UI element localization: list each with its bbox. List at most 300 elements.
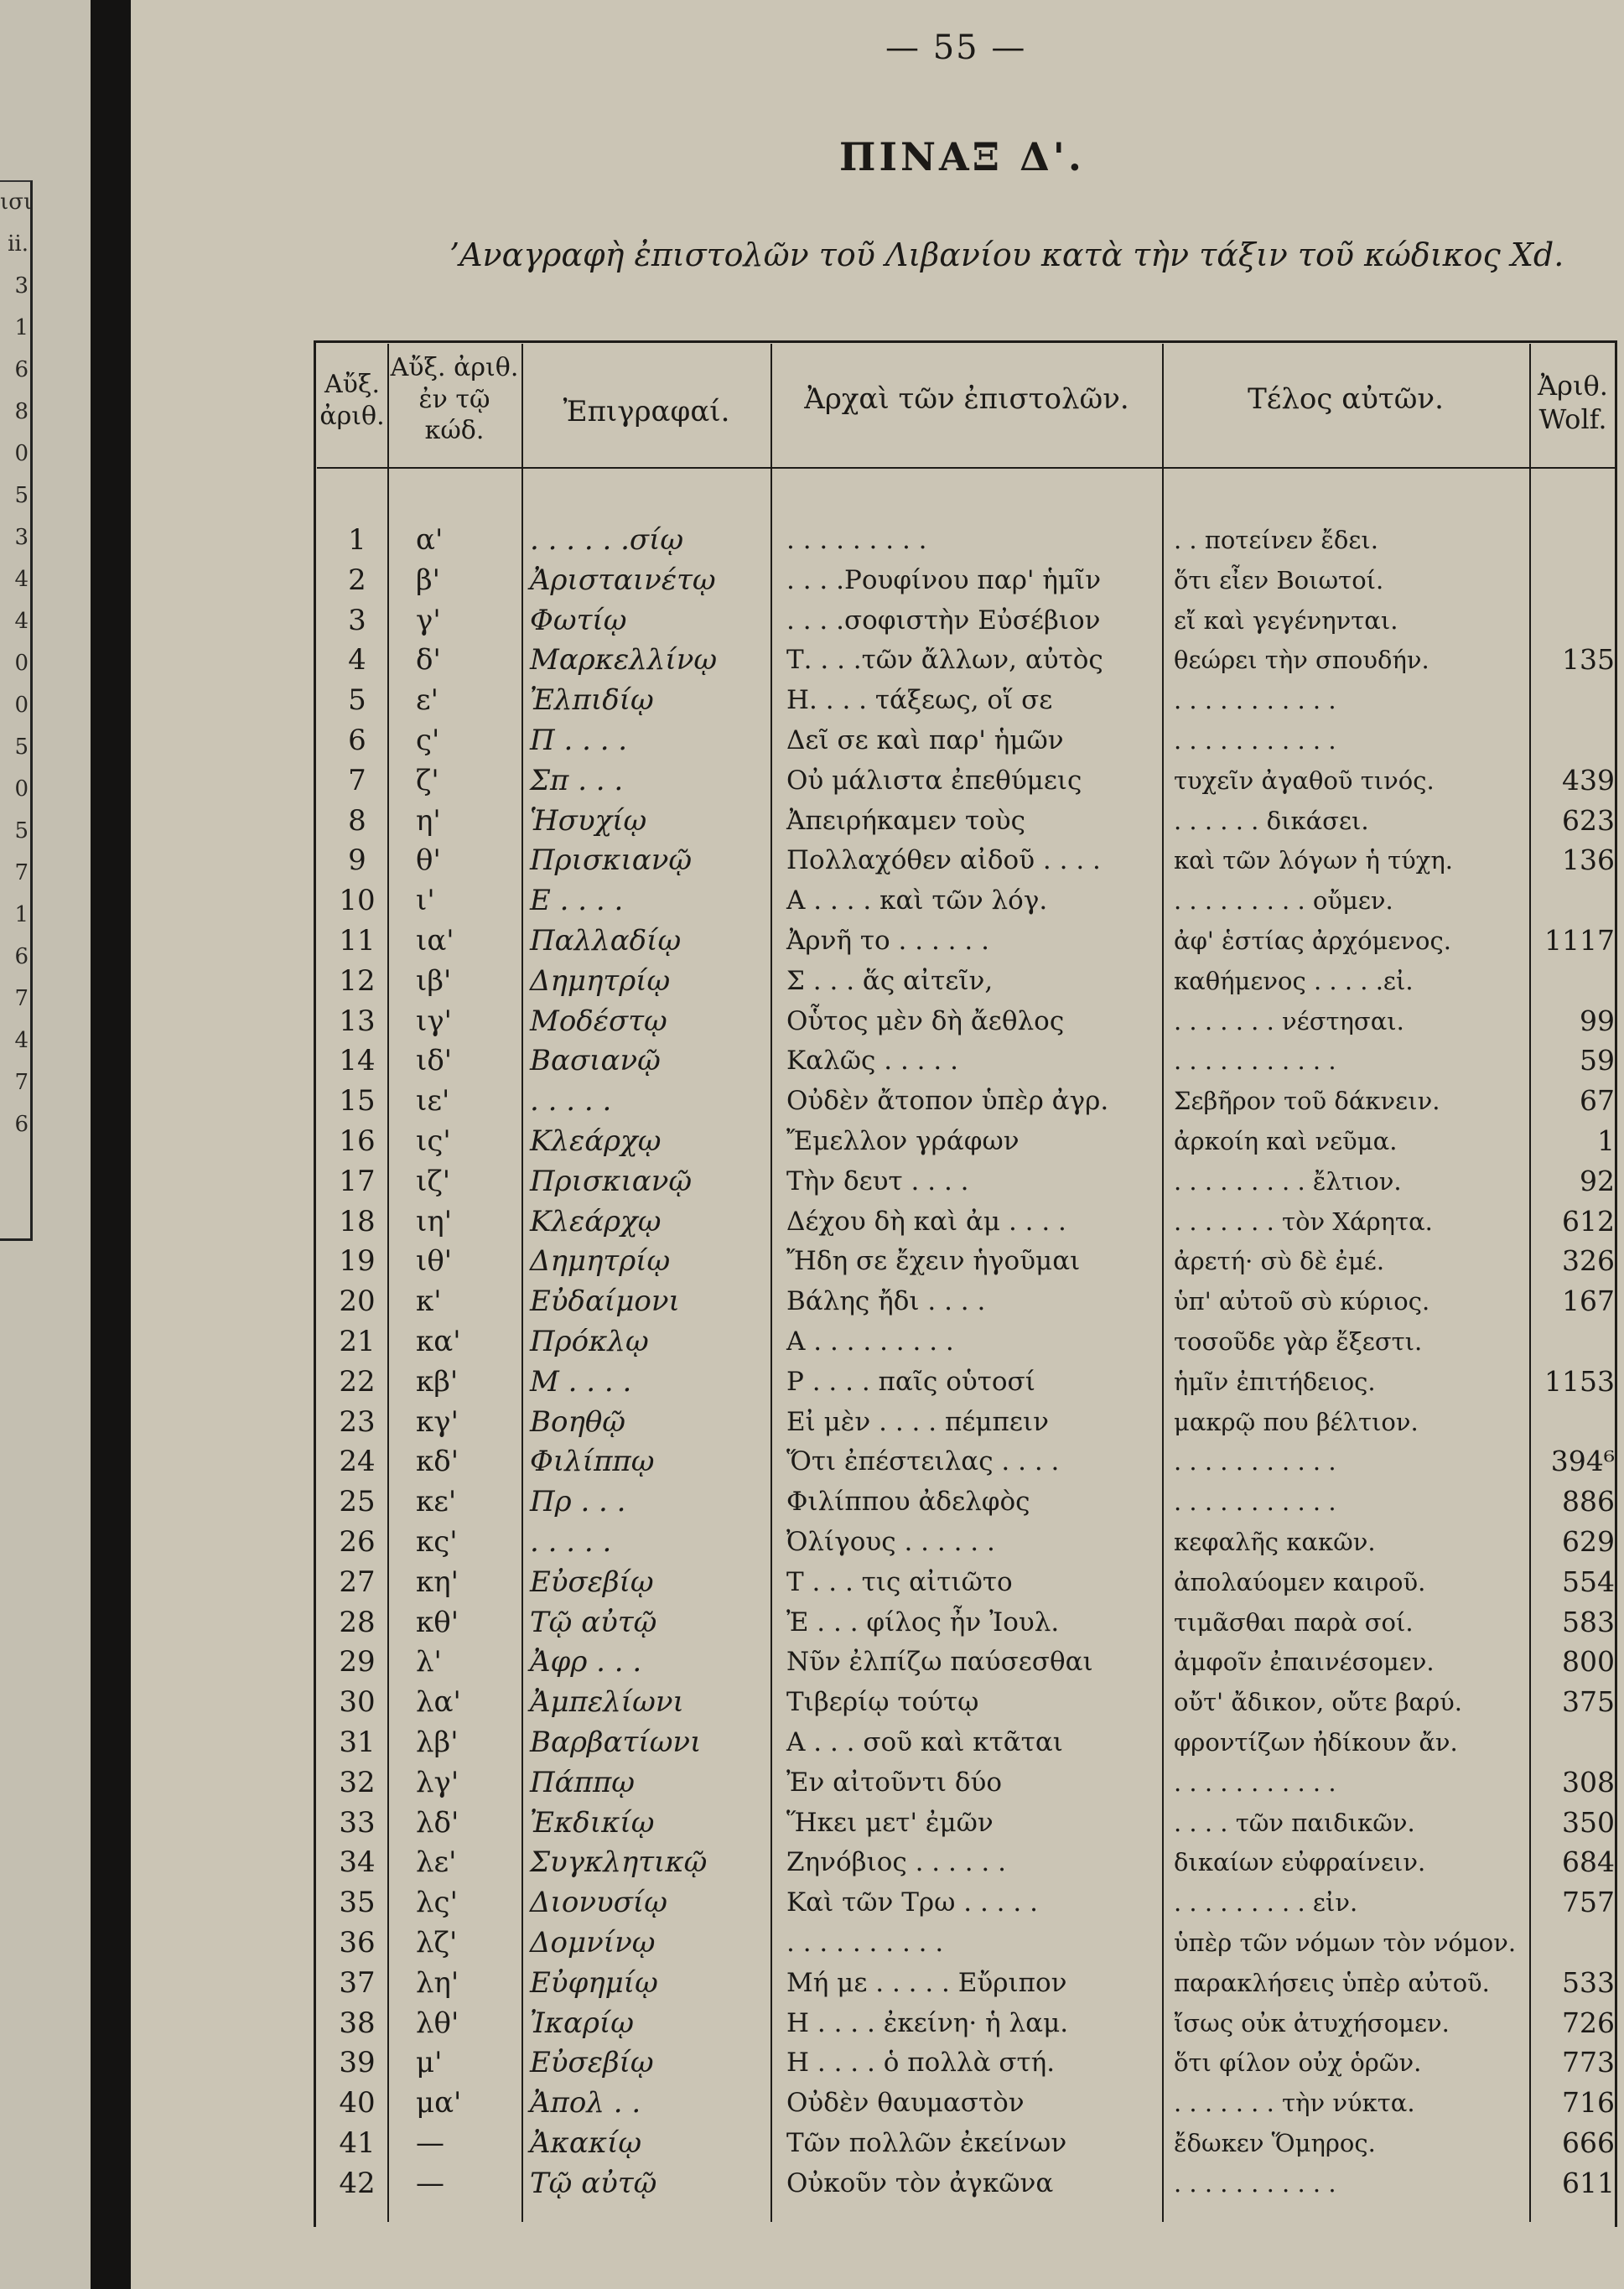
row-number: 5 <box>348 683 366 718</box>
beginning-cell: Καὶ τῶν Τρω . . . . . <box>786 1887 1038 1918</box>
row-number: 39 <box>339 2046 376 2080</box>
codex-number: λγ' <box>416 1765 459 1799</box>
beginning-cell: Α . . . . . . . . . <box>786 1326 954 1357</box>
codex-number: ιε' <box>416 1084 450 1119</box>
title-cell: Πάππῳ <box>530 1765 636 1799</box>
table-row <box>317 560 1616 600</box>
table-row <box>317 880 1616 921</box>
title-cell: Τῷ αὐτῷ <box>530 1605 657 1639</box>
beginning-cell: Οὗτος μὲν δὴ ἄεθλος <box>786 1005 1065 1036</box>
row-number: 17 <box>339 1164 376 1198</box>
beginning-cell: Ζηνόβιος . . . . . . <box>786 1847 1006 1878</box>
previous-page-fragment: 5 <box>14 483 29 508</box>
table-row <box>317 720 1616 760</box>
row-number: 16 <box>339 1124 376 1158</box>
table-row <box>317 1923 1616 1963</box>
beginning-cell: Δεῖ σε καὶ παρ' ἡμῶν <box>786 725 1064 755</box>
codex-number: η' <box>416 803 441 838</box>
wolf-number-cell: 554 <box>1562 1565 1615 1598</box>
previous-page-fragment: 5 <box>14 818 29 843</box>
previous-page-fragment: 7 <box>14 986 29 1011</box>
wolf-number-cell: 67 <box>1580 1084 1615 1118</box>
beginning-cell: Ὅτι ἐπέστειλας . . . . <box>786 1446 1060 1477</box>
previous-page-fragment: 7 <box>14 1070 29 1095</box>
row-number: 3 <box>348 603 366 637</box>
row-number: 23 <box>339 1404 376 1439</box>
table-row <box>317 1202 1616 1242</box>
previous-page-edge <box>0 0 91 2289</box>
ending-cell: εἴ καὶ γεγένηνται. <box>1174 605 1398 635</box>
codex-number: λς' <box>416 1886 458 1920</box>
row-number: 28 <box>339 1605 376 1639</box>
previous-page-fragment: 1 <box>14 315 29 340</box>
codex-number: λα' <box>416 1685 461 1720</box>
ending-cell: ἔδωκεν Ὅμηρος. <box>1174 2129 1376 2157</box>
codex-number: κδ' <box>416 1445 459 1479</box>
ending-cell: . . ποτείνεν ἔδει. <box>1174 526 1378 554</box>
ending-cell: . . . . τῶν παιδικῶν. <box>1174 1808 1415 1837</box>
beginning-cell: Φιλίππου ἀδελφὸς <box>786 1487 1030 1518</box>
codex-number: ε' <box>416 683 438 718</box>
codex-number: α' <box>416 523 444 557</box>
beginning-cell: Ἔμελλον γράφων <box>786 1126 1020 1156</box>
codex-number: ι' <box>416 884 435 918</box>
beginning-cell: Οὐδὲν θαυμαστὸν <box>786 2088 1025 2119</box>
title-cell: Φιλίππῳ <box>530 1445 655 1479</box>
table-row <box>317 520 1616 560</box>
table-row <box>317 1281 1616 1321</box>
wolf-number-cell: 611 <box>1562 2166 1615 2199</box>
title-cell: . . . . . <box>530 1525 612 1559</box>
previous-page-fragment: 3 <box>14 525 29 550</box>
title-cell: Εὐφημίῳ <box>530 1965 658 2000</box>
ending-cell: . . . . . . . . . ἔλτιον. <box>1174 1166 1402 1196</box>
row-number: 6 <box>348 724 366 757</box>
codex-number: μ' <box>416 2046 443 2080</box>
ending-cell: ἡμῖν ἐπιτήδειος. <box>1174 1367 1376 1396</box>
table-top-rule <box>314 340 1617 343</box>
title-cell: Φωτίῳ <box>530 603 627 637</box>
title-cell: Κλεάρχῳ <box>530 1124 662 1158</box>
ending-cell: ὑπὲρ τῶν νόμων τὸν νόμον. <box>1174 1928 1517 1957</box>
row-number: 18 <box>339 1204 376 1238</box>
ending-cell: τοσοῦδε γὰρ ἔξεστι. <box>1174 1327 1423 1356</box>
table-row <box>317 1321 1616 1362</box>
codex-number: ζ' <box>416 763 439 797</box>
table-caption: ’Αναγραφὴ ἐπιστολῶν τοῦ Λιβανίου κατὰ τὴν τάξιν τοῦ κώδικος Xd. <box>449 236 1564 273</box>
title-cell: Πρ . . . <box>530 1485 626 1519</box>
previous-page-fragment: 0 <box>14 776 29 802</box>
table-row <box>317 600 1616 641</box>
ending-cell: . . . . . . . τὸν Χάρητα. <box>1174 1207 1433 1236</box>
table-row <box>317 1602 1616 1643</box>
row-number: 35 <box>339 1886 376 1920</box>
title-cell: Πρισκιανῷ <box>530 843 693 878</box>
beginning-cell: Α . . . . καὶ τῶν λόγ. <box>786 885 1048 916</box>
ending-cell: . . . . . . . . . . . <box>1174 1767 1336 1797</box>
table-row <box>317 1402 1616 1442</box>
beginning-cell: Ἀπειρήκαμεν τοὺς <box>786 805 1026 836</box>
row-number: 1 <box>348 523 366 557</box>
beginning-cell: Πολλαχόθεν αἰδοῦ . . . . <box>786 845 1101 876</box>
table-row <box>317 1121 1616 1161</box>
title-cell: Κλεάρχῳ <box>530 1204 662 1238</box>
table-row <box>317 1081 1616 1121</box>
beginning-cell: Βάλης ἤδι . . . . <box>786 1286 986 1317</box>
table-row <box>317 1682 1616 1722</box>
row-number: 37 <box>339 1965 376 2000</box>
ending-cell: . . . . . . . . . . . <box>1174 1447 1336 1477</box>
previous-page-fragment: 8 <box>14 399 29 424</box>
previous-page-fragment: 3 <box>14 273 29 298</box>
previous-page-fragment: 7 <box>14 860 29 885</box>
wolf-number-cell: 716 <box>1562 2086 1615 2120</box>
previous-page-fragment: 4 <box>14 609 29 634</box>
codex-number: κς' <box>416 1525 458 1559</box>
wolf-number-cell: 629 <box>1562 1525 1615 1558</box>
ending-cell: . . . . . . . . . . . <box>1174 1487 1336 1517</box>
table-row <box>317 1642 1616 1682</box>
ending-cell: . . . . . . . . . . . <box>1174 2168 1336 2198</box>
previous-page-fragment: 6 <box>14 1112 29 1137</box>
beginning-cell: Η. . . . τάξεως, οἵ σε <box>786 685 1053 716</box>
header-wolf-number: Ἀριθ. Wolf. <box>1538 370 1608 435</box>
wolf-number-cell: 59 <box>1580 1044 1615 1077</box>
beginning-cell: Ἤδη σε ἔχειν ἡγοῦμαι <box>786 1246 1081 1277</box>
table-row <box>317 1441 1616 1482</box>
title-cell: Δομνίνῳ <box>530 1926 656 1959</box>
previous-page-fragment: 1 <box>14 902 29 927</box>
title-cell: . . . . . <box>530 1084 612 1119</box>
codex-number: δ' <box>416 643 441 677</box>
codex-number: ιζ' <box>416 1164 451 1198</box>
ending-cell: ἀφ' ἑστίας ἀρχόμενος. <box>1174 926 1451 955</box>
table-row <box>317 921 1616 961</box>
table-row <box>317 1842 1616 1882</box>
title-cell: Μαρκελλίνῳ <box>530 643 718 677</box>
table-title: ΠΙΝΑΞ Δ'. <box>839 134 1085 179</box>
table-row <box>317 760 1616 801</box>
previous-page-fragment: 0 <box>14 693 29 718</box>
title-cell: Ἡσυχίῳ <box>530 803 647 838</box>
codex-number: κγ' <box>416 1404 459 1439</box>
book-binding-shadow <box>91 0 131 2289</box>
wolf-number-cell: 726 <box>1562 2006 1615 2039</box>
ending-cell: ἀμφοῖν ἐπαινέσομεν. <box>1174 1648 1435 1677</box>
title-cell: Τῷ αὐτῷ <box>530 2166 657 2200</box>
previous-page-fragment: 4 <box>14 1028 29 1053</box>
title-cell: Εὐδαίμονι <box>530 1285 680 1319</box>
row-number: 22 <box>339 1364 376 1399</box>
table-row <box>317 1241 1616 1281</box>
beginning-cell: . . . . . . . . . <box>786 525 927 555</box>
wolf-number-cell: 167 <box>1562 1285 1615 1318</box>
ending-cell: . . . . . . . . . οὔμεν. <box>1174 886 1393 916</box>
page <box>131 0 1624 2289</box>
row-number: 33 <box>339 1805 376 1840</box>
title-cell: Ἀφρ . . . <box>530 1645 642 1679</box>
table-row <box>317 961 1616 1001</box>
previous-page-fragment: 6 <box>14 357 29 382</box>
beginning-cell: Ἥκει μετ' ἐμῶν <box>786 1807 994 1838</box>
table-row <box>317 2123 1616 2163</box>
ending-cell: . . . . . . . . . . . <box>1174 726 1336 755</box>
codex-number: β' <box>416 563 441 597</box>
ending-cell: ἀρετή· σὺ δὲ ἐμέ. <box>1174 1247 1385 1276</box>
beginning-cell: . . . . . . . . . . <box>786 1928 944 1958</box>
title-cell: Δημητρίῳ <box>530 963 671 998</box>
beginning-cell: . . . .Ρουφίνου παρ' ἡμῖν <box>786 564 1102 595</box>
title-cell: Ἐλπιδίῳ <box>530 683 654 718</box>
codex-number: ιγ' <box>416 1004 452 1038</box>
table-row <box>317 1722 1616 1762</box>
row-number: 7 <box>348 763 366 797</box>
beginning-cell: Ρ . . . . παῖς οὑτοσί <box>786 1366 1035 1397</box>
wolf-number-cell: 533 <box>1562 1965 1615 1999</box>
title-cell: . . . . . .σίῳ <box>530 523 684 557</box>
title-cell: Ἀμπελίωνι <box>530 1685 684 1720</box>
beginning-cell: . . . .σοφιστὴν Εὐσέβιον <box>786 605 1101 636</box>
beginning-cell: Νῦν ἐλπίζω παύσεσθαι <box>786 1647 1093 1678</box>
ending-cell: Σεβῆρον τοῦ δάκνειν. <box>1174 1087 1440 1116</box>
codex-number: ια' <box>416 924 454 958</box>
wolf-number-cell: 439 <box>1562 763 1615 797</box>
table-row <box>317 2163 1616 2203</box>
table-row <box>317 2083 1616 2123</box>
codex-number: ιδ' <box>416 1044 453 1078</box>
ending-cell: κεφαλῆς κακῶν. <box>1174 1528 1376 1556</box>
beginning-cell: Α . . . σοῦ καὶ κτᾶται <box>786 1727 1063 1757</box>
beginning-cell: Καλῶς . . . . . <box>786 1046 958 1077</box>
table-row <box>317 1001 1616 1041</box>
ending-cell: καὶ τῶν λόγων ἡ τύχη. <box>1174 846 1453 875</box>
wolf-number-cell: 1117 <box>1544 924 1615 957</box>
previous-page-fragment: ισι <box>0 189 33 215</box>
title-cell: Δημητρίῳ <box>530 1244 671 1279</box>
row-number: 34 <box>339 1845 376 1880</box>
table-row <box>317 2003 1616 2043</box>
row-number: 4 <box>348 643 366 677</box>
title-cell: Εὐσεβίῳ <box>530 1565 654 1599</box>
title-cell: Ἀπολ . . <box>530 2086 641 2120</box>
row-number: 11 <box>339 924 376 958</box>
title-cell: Εὐσεβίῳ <box>530 2046 654 2080</box>
codex-number: κα' <box>416 1325 461 1358</box>
codex-number: ιθ' <box>416 1244 453 1279</box>
row-number: 2 <box>348 563 366 597</box>
beginning-cell: Τὴν δευτ . . . . <box>786 1165 969 1196</box>
title-cell: Παλλαδίῳ <box>530 924 682 958</box>
title-cell: Βοηθῷ <box>530 1404 626 1439</box>
row-number: 9 <box>348 843 366 878</box>
codex-number: — <box>416 2166 444 2200</box>
title-cell: Ἰκαρίῳ <box>530 2006 635 2040</box>
beginning-cell: Ὀλίγους . . . . . . <box>786 1527 995 1557</box>
table-header-rule <box>317 467 1615 469</box>
wolf-number-cell: 1153 <box>1544 1364 1615 1398</box>
codex-number: ιβ' <box>416 963 452 998</box>
ending-cell: . . . . . . δικάσει. <box>1174 806 1369 835</box>
ending-cell: ἴσως οὐκ ἀτυχήσομεν. <box>1174 2008 1450 2037</box>
beginning-cell: Εἰ μὲν . . . . πέμπειν <box>786 1406 1049 1437</box>
codex-number: λη' <box>416 1965 459 2000</box>
ending-cell: φροντίζων ἠδίκουν ἄν. <box>1174 1728 1458 1757</box>
row-number: 19 <box>339 1244 376 1279</box>
codex-number: — <box>416 2126 444 2160</box>
row-number: 40 <box>339 2086 376 2120</box>
ending-cell: δικαίων εὐφραίνειν. <box>1174 1848 1426 1877</box>
beginning-cell: Τιβερίῳ τούτῳ <box>786 1687 979 1718</box>
wolf-number-cell: 92 <box>1580 1164 1615 1197</box>
wolf-number-cell: 612 <box>1562 1204 1615 1238</box>
row-number: 25 <box>339 1485 376 1519</box>
wolf-number-cell: 666 <box>1562 2126 1615 2159</box>
codex-number: κη' <box>416 1565 459 1599</box>
table-row <box>317 1161 1616 1202</box>
ending-cell: μακρῷ που βέλτιον. <box>1174 1407 1419 1436</box>
beginning-cell: Σ . . . ἅς αἰτεῖν, <box>786 965 994 996</box>
codex-number: κε' <box>416 1485 457 1519</box>
wolf-number-cell: 886 <box>1562 1485 1615 1518</box>
wolf-number-cell: 394⁶ <box>1550 1445 1615 1478</box>
beginning-cell: Ἐ . . . φίλος ἦν Ἰουλ. <box>786 1606 1060 1638</box>
title-cell: Πρισκιανῷ <box>530 1164 693 1198</box>
wolf-number-cell: 684 <box>1562 1845 1615 1879</box>
title-cell: Διονυσίῳ <box>530 1886 667 1920</box>
codex-number: λε' <box>416 1845 457 1880</box>
table-row <box>317 1882 1616 1923</box>
row-number: 38 <box>339 2006 376 2040</box>
title-cell: Ε . . . . <box>530 884 624 918</box>
header-beginnings: Ἀρχαὶ τῶν ἐπιστολῶν. <box>804 382 1129 416</box>
table-row <box>317 680 1616 720</box>
wolf-number-cell: 308 <box>1562 1765 1615 1798</box>
ending-cell: . . . . . . . . . . . <box>1174 1046 1336 1076</box>
beginning-cell: Ἐν αἰτοῦντι δύο <box>786 1767 1003 1798</box>
row-number: 41 <box>339 2126 376 2160</box>
ending-cell: καθήμενος . . . . .εἰ. <box>1174 966 1414 995</box>
previous-page-fragment: 4 <box>14 567 29 592</box>
codex-number: κθ' <box>416 1605 459 1639</box>
row-number: 31 <box>339 1726 376 1759</box>
previous-page-fragment: 5 <box>14 734 29 760</box>
header-number: Αὔξ. ἀριθ. <box>319 370 385 431</box>
previous-page-fragment: 0 <box>14 441 29 466</box>
ending-cell: ἀρκοίη καὶ νεῦμα. <box>1174 1127 1398 1155</box>
ending-cell: τιμᾶσθαι παρὰ σοί. <box>1174 1607 1414 1637</box>
codex-number: κ' <box>416 1285 442 1319</box>
codex-number: λθ' <box>416 2006 459 2040</box>
wolf-number-cell: 583 <box>1562 1605 1615 1638</box>
title-cell: Ἀκακίῳ <box>530 2126 642 2160</box>
beginning-cell: Ἀρνῆ το . . . . . . <box>786 926 989 956</box>
ending-cell: τυχεῖν ἀγαθοῦ τινός. <box>1174 766 1435 795</box>
ending-cell: ὅτι φίλον οὐχ ὁρῶν. <box>1174 2048 1422 2078</box>
table-row <box>317 1963 1616 2003</box>
row-number: 26 <box>339 1525 376 1559</box>
wolf-number-cell: 326 <box>1562 1244 1615 1278</box>
table-row <box>317 1482 1616 1522</box>
codex-number: μα' <box>416 2086 462 2120</box>
ending-cell: ὑπ' αὐτοῦ σὺ κύριος. <box>1174 1287 1430 1316</box>
title-cell: Μ . . . . <box>530 1364 632 1399</box>
wolf-number-cell: 136 <box>1562 843 1615 877</box>
table-row <box>317 1041 1616 1081</box>
table-left-border <box>314 340 316 2227</box>
table-row <box>317 1522 1616 1562</box>
codex-number: θ' <box>416 843 441 878</box>
table-row <box>317 2042 1616 2083</box>
wolf-number-cell: 99 <box>1580 1004 1615 1037</box>
table-row <box>317 840 1616 880</box>
beginning-cell: Οὐδὲν ἄτοπον ὑπὲρ ἀγρ. <box>786 1086 1109 1117</box>
title-cell: Σπ . . . <box>530 763 624 797</box>
header-endings: Τέλος αὐτῶν. <box>1248 382 1444 416</box>
row-number: 12 <box>339 963 376 998</box>
ending-cell: . . . . . . . τὴν νύκτα. <box>1174 2089 1415 2118</box>
title-cell: Βαρβατίωνι <box>530 1726 702 1759</box>
header-titles: Ἐπιγραφαί. <box>563 395 730 428</box>
beginning-cell: Οὐκοῦν τὸν ἀγκῶνα <box>786 2167 1054 2198</box>
title-cell: Μοδέστῳ <box>530 1004 667 1038</box>
header-codex-number: Αὔξ. ἀριθ. ἐν τῷ κώδ. <box>390 353 519 445</box>
row-number: 30 <box>339 1685 376 1720</box>
wolf-number-cell: 1 <box>1597 1124 1615 1157</box>
row-number: 42 <box>339 2166 376 2200</box>
title-cell: Συγκλητικῷ <box>530 1845 708 1880</box>
codex-number: γ' <box>416 603 441 637</box>
title-cell: Βασιανῷ <box>530 1044 661 1078</box>
beginning-cell: Μή με . . . . . Εὔριπον <box>786 1967 1067 1998</box>
codex-number: κβ' <box>416 1364 459 1399</box>
table-row <box>317 801 1616 841</box>
row-number: 14 <box>339 1044 376 1078</box>
ending-cell: . . . . . . . νέστησαι. <box>1174 1006 1404 1036</box>
ending-cell: οὔτ' ἄδικον, οὔτε βαρύ. <box>1174 1688 1463 1717</box>
wolf-number-cell: 375 <box>1562 1685 1615 1719</box>
wolf-number-cell: 350 <box>1562 1805 1615 1839</box>
row-number: 10 <box>339 884 376 918</box>
table-row <box>317 1562 1616 1602</box>
codex-number: ς' <box>416 724 440 757</box>
beginning-cell: Η . . . . ὁ πολλὰ στή. <box>786 2048 1056 2079</box>
row-number: 15 <box>339 1084 376 1119</box>
title-cell: Πρόκλῳ <box>530 1325 649 1358</box>
wolf-number-cell: 773 <box>1562 2046 1615 2079</box>
previous-page-fragment: ii. <box>8 231 29 257</box>
row-number: 24 <box>339 1445 376 1479</box>
ending-cell: . . . . . . . . . . . <box>1174 686 1336 715</box>
row-number: 27 <box>339 1565 376 1599</box>
codex-number: ιη' <box>416 1204 453 1238</box>
title-cell: Π . . . . <box>530 724 628 757</box>
wolf-number-cell: 800 <box>1562 1645 1615 1679</box>
beginning-cell: Δέχου δὴ καὶ ἀμ . . . . <box>786 1206 1066 1237</box>
ending-cell: ὅτι εἶεν Βοιωτοί. <box>1174 565 1384 594</box>
ending-cell: ἀπολαύομεν καιροῦ. <box>1174 1567 1426 1596</box>
row-number: 32 <box>339 1765 376 1799</box>
title-cell: Ἀρισταινέτῳ <box>530 563 716 597</box>
table-row <box>317 1762 1616 1803</box>
beginning-cell: Οὐ μάλιστα ἐπεθύμεις <box>786 765 1082 796</box>
codex-number: λδ' <box>416 1805 459 1840</box>
ending-cell: . . . . . . . . . εἰν. <box>1174 1888 1358 1918</box>
row-number: 36 <box>339 1926 376 1959</box>
codex-number: λζ' <box>416 1926 458 1959</box>
codex-number: λ' <box>416 1645 442 1679</box>
row-number: 13 <box>339 1004 376 1038</box>
beginning-cell: Τ . . . τις αἰτιῶτο <box>786 1566 1013 1597</box>
